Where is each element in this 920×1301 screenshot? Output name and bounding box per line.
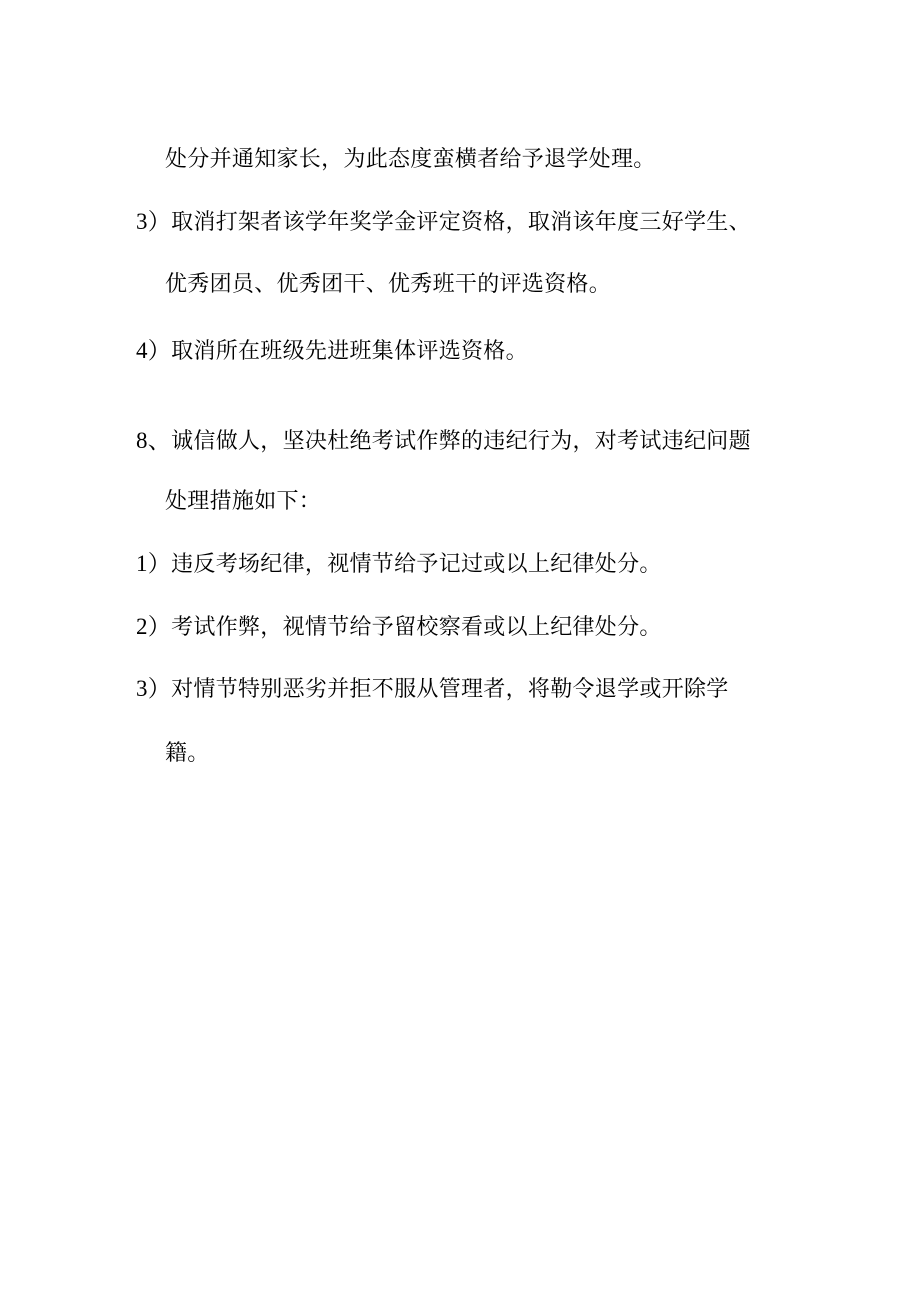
line-text: 对情节特别恶劣并拒不服从管理者，将勒令退学或开除学 xyxy=(171,677,729,702)
list-item xyxy=(136,337,528,366)
line-text: 考试作弊，视情节给予留校察看或以上纪律处分。 xyxy=(171,615,662,640)
list-marker: 1） xyxy=(136,551,172,576)
line-text: 诚信做人，坚决杜绝考试作弊的违纪行为，对考试违纪问题 xyxy=(171,429,751,454)
paragraph-line xyxy=(165,146,656,174)
line-text: 取消所在班级先进班集体评选资格。 xyxy=(171,339,528,364)
line-text: 处分并通知家长，为此态度蛮横者给予退学处理。 xyxy=(165,147,656,172)
line-text: 处理措施如下： xyxy=(165,489,322,514)
list-item xyxy=(136,427,751,456)
line-text: 优秀团员、优秀团干、优秀班干的评选资格。 xyxy=(165,272,612,297)
paragraph-line xyxy=(165,488,321,516)
line-text: 违反考场纪律，视情节给予记过或以上纪律处分。 xyxy=(171,552,662,577)
list-marker: 2） xyxy=(136,614,172,639)
list-item xyxy=(136,613,662,642)
list-marker: 4） xyxy=(136,338,172,363)
list-item xyxy=(136,675,729,704)
paragraph-line xyxy=(165,740,210,768)
paragraph-line xyxy=(165,271,611,299)
list-marker: 8、 xyxy=(136,428,172,453)
list-item xyxy=(136,208,751,237)
line-text: 籍。 xyxy=(165,741,210,766)
list-item xyxy=(136,550,662,579)
line-text: 取消打架者该学年奖学金评定资格，取消该年度三好学生、 xyxy=(171,210,751,235)
list-marker: 3） xyxy=(136,676,172,701)
list-marker: 3） xyxy=(136,209,172,234)
